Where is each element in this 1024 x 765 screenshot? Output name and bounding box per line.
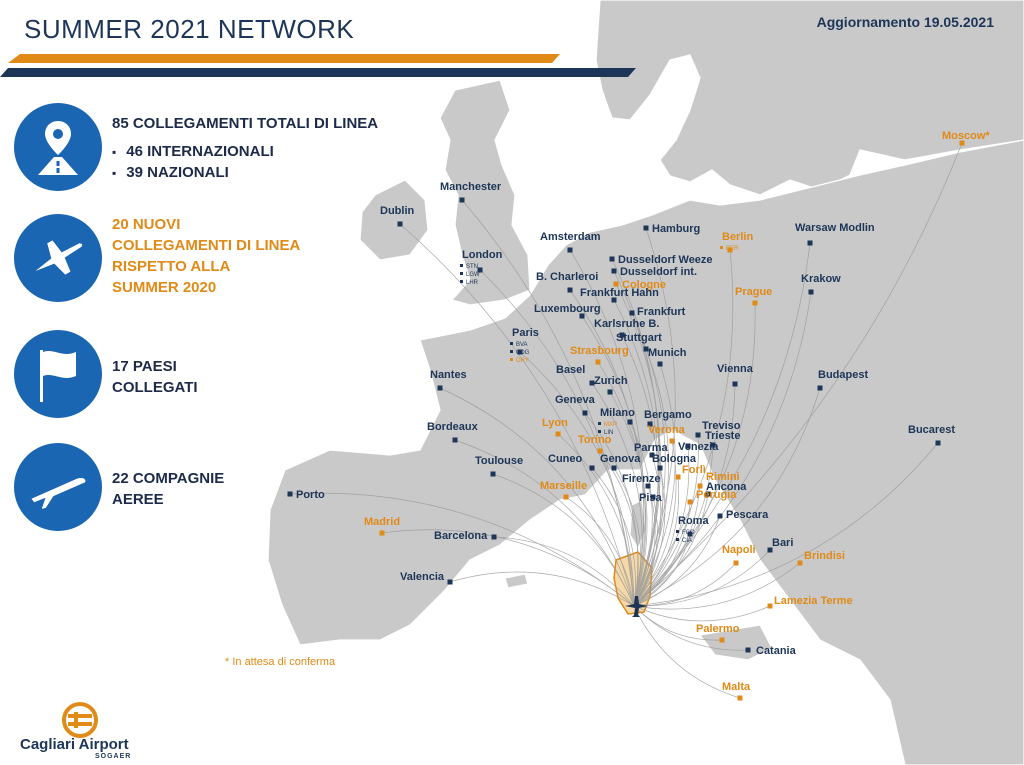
destination-label: Verona	[648, 424, 685, 436]
destination-marker	[556, 432, 561, 437]
stat-national: ▪ 39 NAZIONALI	[112, 164, 229, 181]
sub-airport-label: BER	[726, 246, 739, 252]
destination-marker	[753, 301, 758, 306]
destination-label: Hamburg	[652, 223, 701, 235]
destination-marker	[658, 466, 663, 471]
destination-marker	[630, 311, 635, 316]
destination-label: Pescara	[726, 509, 769, 521]
destination-label: Bordeaux	[427, 421, 478, 433]
sub-airport-label: CDG	[516, 350, 530, 356]
sub-airport-label: CIA	[682, 538, 693, 544]
sub-airport-label: STN	[466, 264, 478, 270]
destination-label: Catania	[756, 645, 796, 657]
destination-marker	[808, 241, 813, 246]
destination-marker	[612, 466, 617, 471]
destination-marker	[628, 420, 633, 425]
sub-airport-marker	[460, 264, 463, 267]
destination-label: Genova	[600, 453, 641, 465]
destination-label: Perugia	[696, 489, 737, 501]
destination-marker	[718, 514, 723, 519]
destination-marker	[644, 226, 649, 231]
destination-label: Amsterdam	[540, 231, 601, 243]
destination-label: Bergamo	[644, 409, 692, 421]
destination-label: London	[462, 249, 503, 261]
destination-label: Frankfurt	[637, 306, 686, 318]
airplane-circle-icon	[14, 214, 102, 302]
destination-marker	[460, 198, 465, 203]
destination-label: Bucarest	[908, 424, 956, 436]
stat-total-routes: 85 COLLEGAMENTI TOTALI DI LINEA	[112, 115, 379, 132]
destination-marker	[658, 362, 663, 367]
destination-label: Cuneo	[548, 453, 583, 465]
destination-marker	[746, 648, 751, 653]
takeoff-circle-icon	[14, 443, 102, 531]
destination-label: Toulouse	[475, 455, 524, 467]
destination-marker	[583, 411, 588, 416]
destination-marker	[696, 433, 701, 438]
destination-label: Firenze	[622, 473, 661, 485]
page-title: SUMMER 2021 NETWORK	[24, 14, 355, 44]
destination-marker	[380, 531, 385, 536]
destination-label: Pisa	[639, 492, 662, 504]
stat-new-routes	[112, 214, 300, 298]
destination-marker	[738, 696, 743, 701]
destination-label: Nantes	[430, 369, 467, 381]
logo-name: Cagliari Airport	[20, 736, 129, 753]
sub-airport-marker	[598, 430, 601, 433]
sub-airport-label: LHR	[466, 280, 479, 286]
flag-circle-icon	[14, 330, 102, 418]
destination-label: Bologna	[652, 453, 696, 465]
destination-marker	[670, 439, 675, 444]
header-stripes	[0, 50, 640, 80]
destination-label: Cologne	[622, 279, 666, 291]
destination-label: Marseille	[540, 480, 588, 492]
destination-label: Malta	[722, 681, 751, 693]
destination-label: Luxembourg	[534, 303, 601, 315]
destination-label: Ancona	[706, 481, 747, 493]
new-routes-line-4: SUMMER 2020	[112, 279, 217, 296]
destination-label: Karlsruhe B.	[594, 318, 660, 330]
destination-label: Palermo	[696, 623, 740, 635]
destination-marker	[809, 290, 814, 295]
destination-marker	[608, 390, 613, 395]
destination-label: Brindisi	[804, 550, 845, 562]
destination-label: Valencia	[400, 571, 445, 583]
destination-label: Parma	[634, 442, 668, 454]
destination-marker	[288, 492, 293, 497]
sub-airport-marker	[676, 538, 679, 541]
destination-marker	[564, 495, 569, 500]
sub-airport-label: ORY	[516, 358, 529, 364]
destination-label: Bari	[772, 537, 794, 549]
destination-label: Porto	[296, 489, 325, 501]
confirmation-note: * In attesa di conferma	[225, 656, 336, 668]
new-routes-line-1: 20 NUOVI	[112, 216, 181, 233]
destination-marker	[610, 257, 615, 262]
sub-airport-label: FCO	[682, 530, 695, 536]
route-line	[450, 572, 634, 606]
destination-marker	[734, 561, 739, 566]
destination-marker	[688, 500, 693, 505]
destination-marker	[492, 535, 497, 540]
sub-airport-label: BVA	[516, 342, 528, 348]
sub-airport-label: MXP	[604, 422, 618, 428]
update-date: Aggiornamento 19.05.2021	[816, 14, 994, 30]
destination-label: Berlin	[722, 231, 754, 243]
sub-airport-marker	[510, 358, 513, 361]
countries-line-1: 17 PAESI	[112, 358, 177, 375]
destination-marker	[453, 438, 458, 443]
countries-line-2: COLLEGATI	[112, 379, 198, 396]
new-routes-line-2: COLLEGAMENTI DI LINEA	[112, 237, 301, 254]
logo-sub: SOGAER	[95, 753, 132, 760]
destination-label: Rimini	[706, 471, 740, 483]
destination-marker	[720, 638, 725, 643]
destination-marker	[590, 466, 595, 471]
destination-label: Dusseldorf int.	[620, 266, 698, 278]
destination-marker	[612, 269, 617, 274]
destination-label: Stuttgart	[616, 332, 662, 344]
sub-airport-marker	[598, 422, 601, 425]
destination-label: Geneva	[555, 394, 595, 406]
destination-marker	[614, 282, 619, 287]
destination-label: Napoli	[722, 544, 756, 556]
sub-airport-label: LGW	[466, 272, 480, 278]
destination-marker	[768, 604, 773, 609]
destination-label: Frankfurt Hahn	[580, 287, 659, 299]
sub-airport-marker	[676, 530, 679, 533]
destination-marker	[568, 288, 573, 293]
destination-label: Dublin	[380, 205, 415, 217]
destination-marker	[818, 386, 823, 391]
destination-marker	[448, 580, 453, 585]
land-ireland	[360, 180, 428, 260]
destination-marker	[438, 386, 443, 391]
sub-airport-marker	[510, 342, 513, 345]
destination-label: Budapest	[818, 369, 869, 381]
destination-label: Forlì	[682, 464, 706, 476]
destination-label: Basel	[556, 364, 586, 376]
destination-label: Krakow	[801, 273, 841, 285]
cagliari-airport-logo-icon	[60, 700, 100, 740]
airlines-line-2: AEREE	[112, 491, 164, 508]
sub-airport-marker	[720, 246, 723, 249]
land-balearics	[505, 574, 528, 588]
destination-marker	[676, 475, 681, 480]
airlines-line-1: 22 COMPAGNIE	[112, 470, 225, 487]
destination-marker	[398, 222, 403, 227]
destination-label: Lyon	[542, 417, 568, 429]
destination-marker	[798, 561, 803, 566]
land-shapes	[268, 0, 1024, 765]
destination-label: Strasbourg	[570, 345, 629, 357]
destination-marker	[491, 472, 496, 477]
sub-airport-marker	[460, 272, 463, 275]
destination-label: Madrid	[364, 516, 401, 528]
stat-airlines	[112, 468, 224, 510]
sub-airport-marker	[510, 350, 513, 353]
sub-airport-label: LIN	[604, 430, 614, 436]
destination-label: Roma	[678, 515, 709, 527]
destination-label: Trieste	[705, 430, 741, 442]
destination-label: Zurich	[594, 375, 628, 387]
destination-marker	[568, 248, 573, 253]
destination-marker	[936, 441, 941, 446]
route-line	[494, 537, 634, 606]
destination-label: Munich	[648, 347, 687, 359]
stat-international: ▪ 46 INTERNAZIONALI	[112, 143, 274, 160]
stat-countries	[112, 356, 198, 398]
destination-label: Milano	[600, 407, 635, 419]
destination-label: Prague	[735, 286, 773, 298]
destination-label: Torino	[578, 434, 612, 446]
destination-marker	[596, 360, 601, 365]
destination-label: Vienna	[717, 363, 753, 375]
destination-label: Moscow*	[942, 130, 990, 142]
destination-label: Manchester	[440, 181, 502, 193]
destination-label: Dusseldorf Weeze	[618, 254, 713, 266]
destination-marker	[733, 382, 738, 387]
destination-label: Barcelona	[434, 530, 488, 542]
new-routes-line-3: RISPETTO ALLA	[112, 258, 231, 275]
destination-label: Venezia	[678, 441, 719, 453]
location-circle-icon	[14, 103, 102, 191]
sub-airport-marker	[460, 280, 463, 283]
destination-label: Paris	[512, 327, 539, 339]
destination-label: B. Charleroi	[536, 271, 599, 283]
destination-marker	[698, 484, 703, 489]
destination-label: Treviso	[702, 420, 741, 432]
destination-label: Warsaw Modlin	[795, 222, 875, 234]
destination-label: Lamezia Terme	[774, 595, 853, 607]
